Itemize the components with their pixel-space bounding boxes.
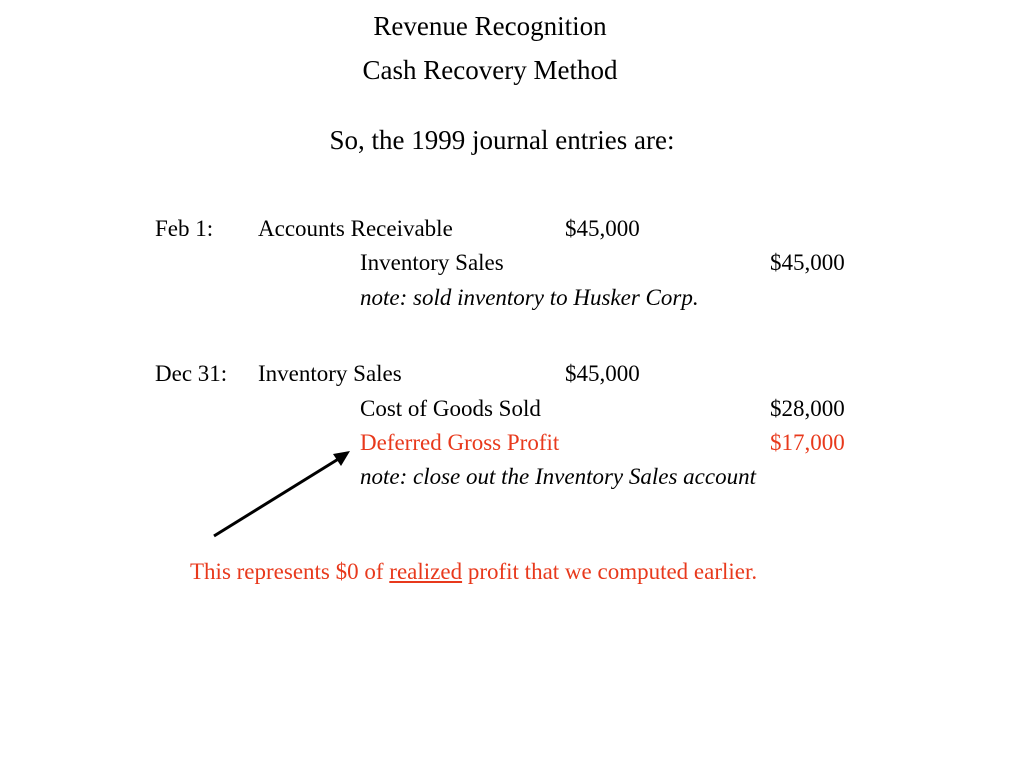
- entry-date: Dec 31:: [155, 361, 228, 386]
- slide-title-line2: Cash Recovery Method: [362, 55, 618, 85]
- callout-text-after: profit that we computed earlier.: [462, 559, 758, 584]
- credit-amount: $28,000: [770, 396, 845, 421]
- credit-account: Cost of Goods Sold: [360, 396, 541, 421]
- callout-emphasis: realized: [389, 559, 463, 584]
- debit-account: Inventory Sales: [258, 361, 402, 386]
- slide-title: Revenue Recognition: [373, 11, 607, 41]
- credit-account: Inventory Sales: [360, 250, 504, 275]
- entry-date: Feb 1:: [155, 216, 214, 241]
- debit-amount: $45,000: [565, 216, 640, 241]
- deferred-gross-profit-account: Deferred Gross Profit: [360, 430, 560, 455]
- deferred-gross-profit-amount: $17,000: [770, 430, 845, 455]
- realized-profit-callout: [190, 558, 757, 586]
- credit-amount: $45,000: [770, 250, 845, 275]
- entry-note: note: close out the Inventory Sales account: [360, 464, 756, 489]
- entry-note: note: sold inventory to Husker Corp.: [360, 285, 699, 310]
- slide-subtitle: So, the 1999 journal entries are:: [329, 125, 675, 155]
- debit-account: Accounts Receivable: [258, 216, 453, 241]
- debit-amount: $45,000: [565, 361, 640, 386]
- callout-text-before: This represents $0 of: [190, 559, 390, 584]
